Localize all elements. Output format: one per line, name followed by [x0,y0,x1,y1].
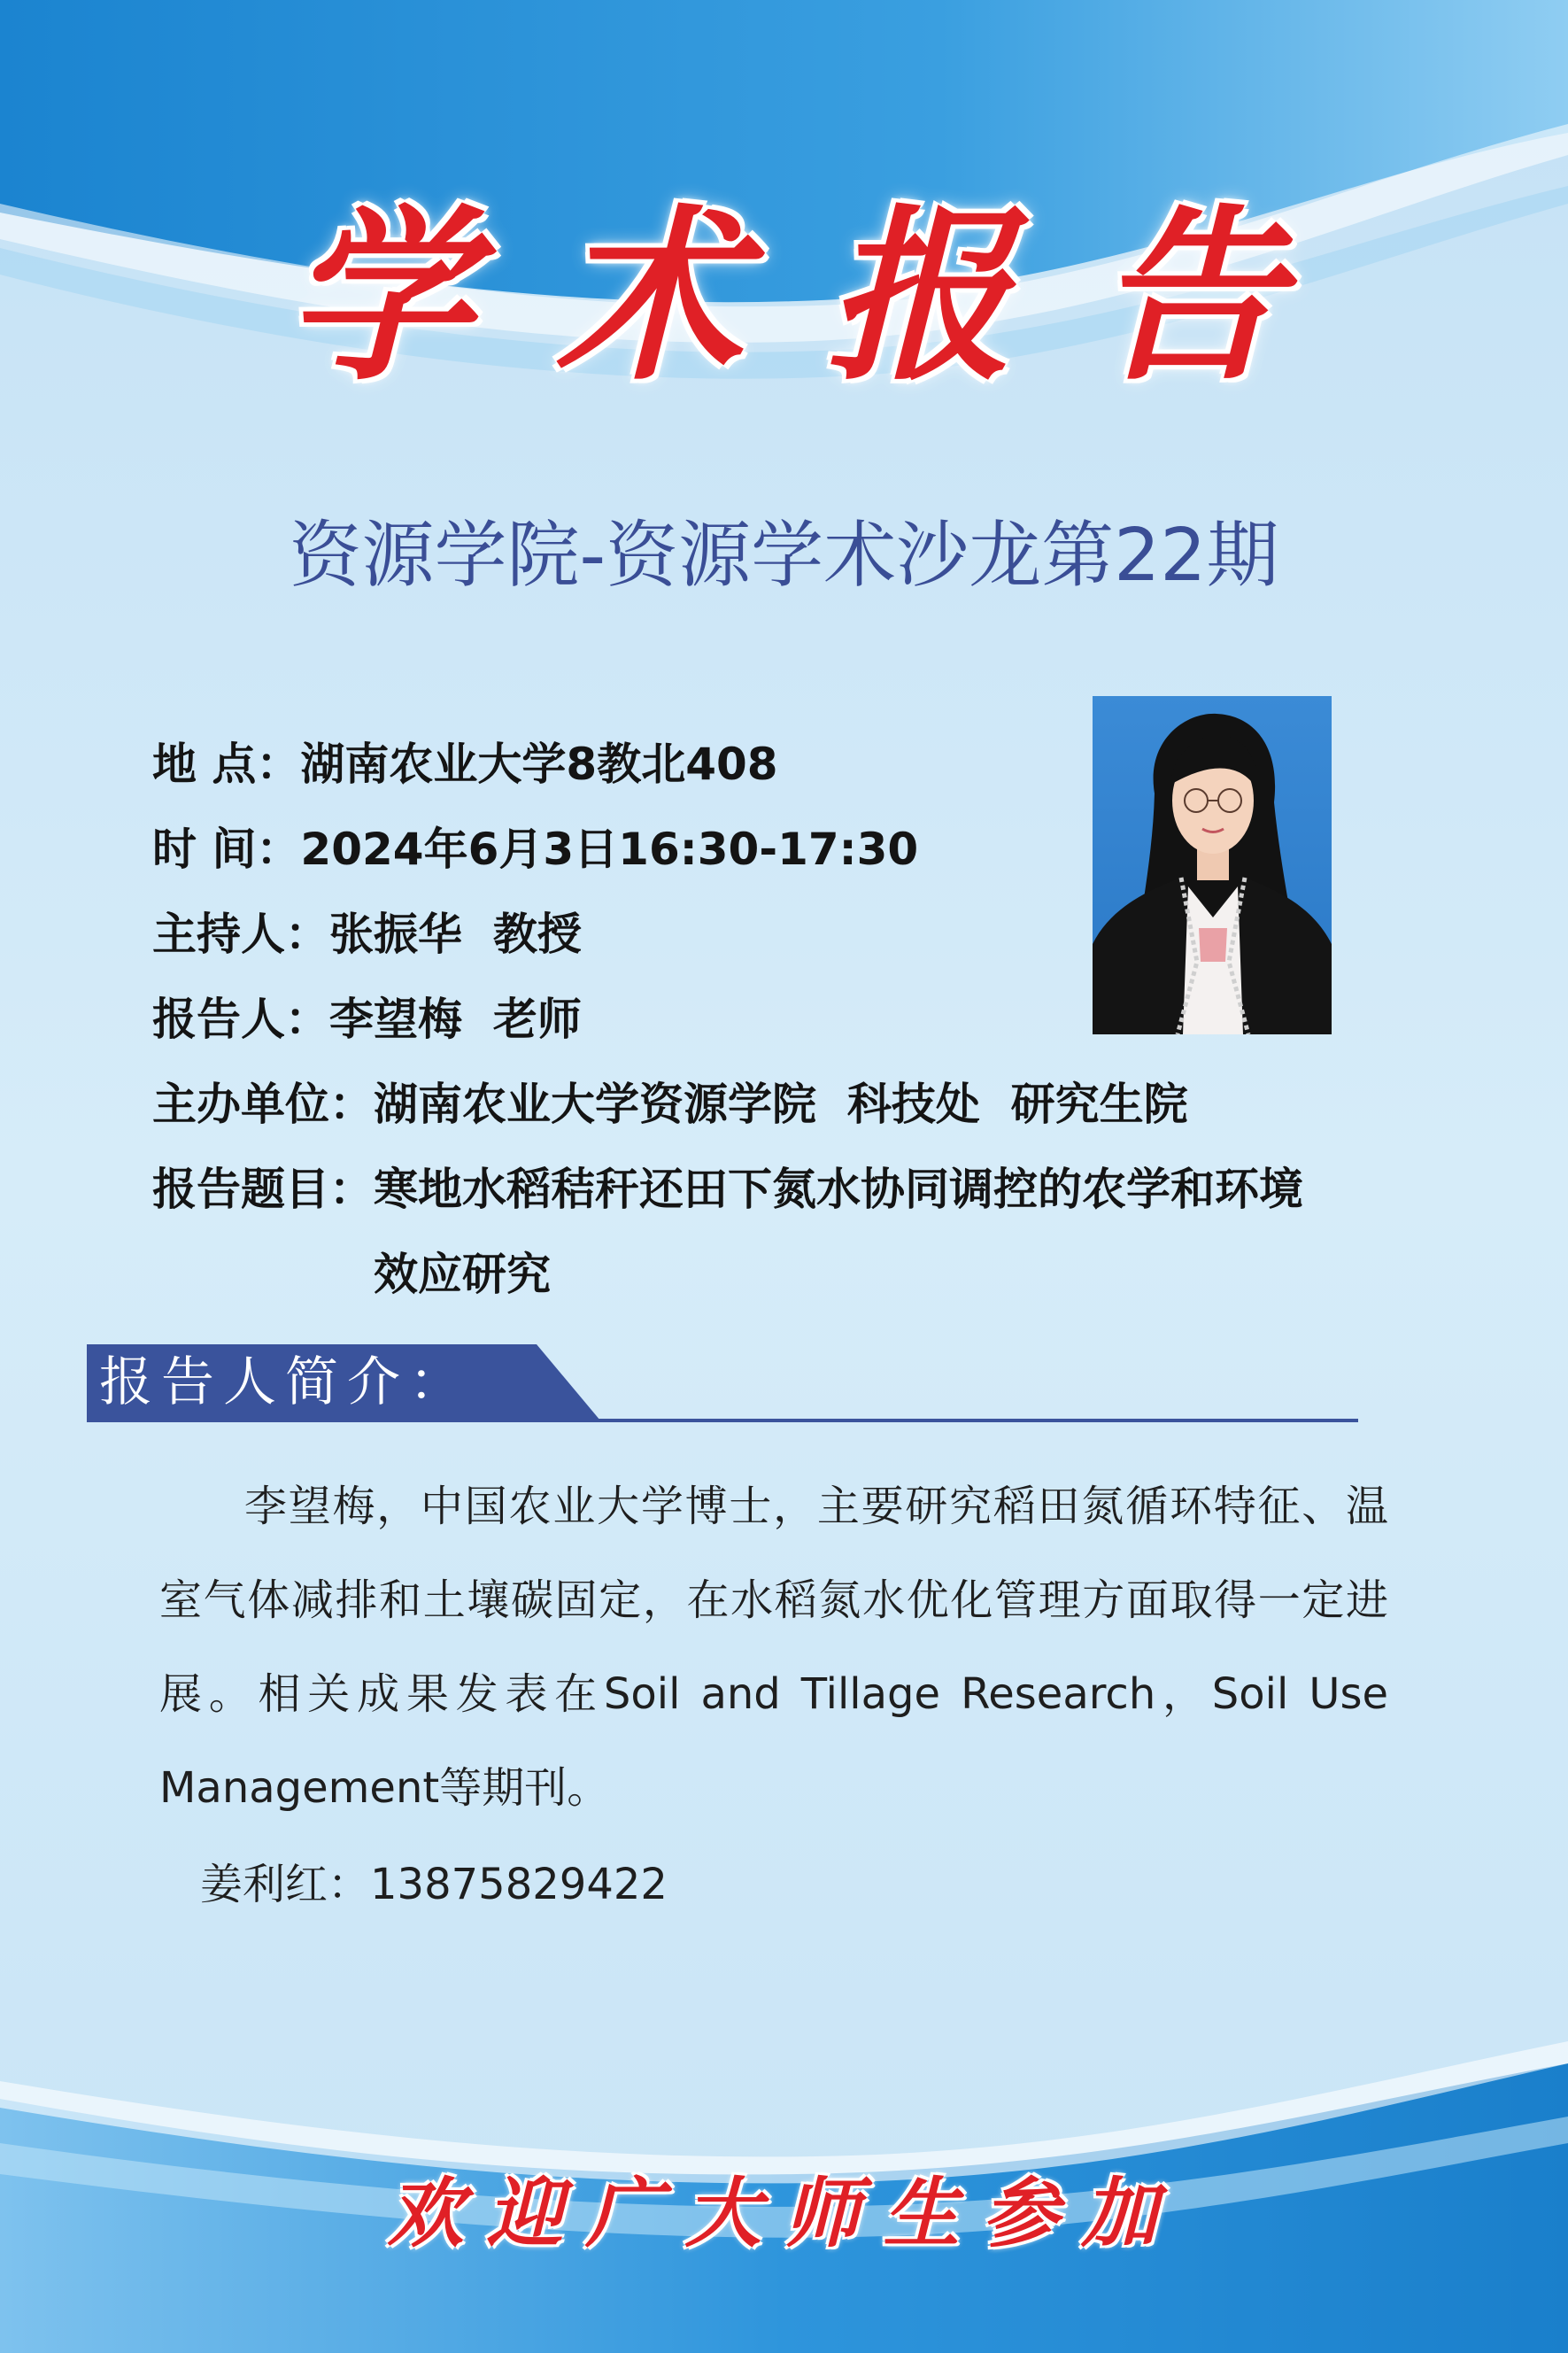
info-label: 时 间： [152,824,301,875]
bio-section-header [87,1344,1358,1424]
info-value: 寒地水稻秸秆还田下氮水协同调控的农学和环境效应研究 [374,1164,1303,1300]
speaker-photo [1093,696,1332,1034]
info-label: 主持人： [152,909,329,960]
info-label: 报告人： [152,994,329,1045]
main-title: 学术报告 [285,187,1366,406]
info-row-topic [152,1147,1339,1317]
info-label: 主办单位： [152,1079,374,1130]
contact-line: 姜利红：13875829422 [200,1860,668,1909]
info-value: 李望梅 老师 [329,994,582,1045]
info-row-organizer [152,1062,1339,1147]
info-label: 报告题目： [152,1164,374,1215]
info-value: 张振华 教授 [329,909,582,960]
info-label: 地 点： [152,739,301,790]
subtitle: 资源学院-资源学术沙龙第22期 [289,514,1279,598]
info-value: 2024年6月3日16:30-17:30 [300,824,919,875]
portrait-image [1093,696,1332,1034]
bio-paragraph: 李望梅，中国农业大学博士，主要研究稻田氮循环特征、温室气体减排和土壤碳固定，在水稻氮水优化管理方面取得一定进展。相关成果发表在Soil and Tillage Research，Soil Use Management等期刊。 [159,1482,1388,1813]
bio-header-text: 报告人简介： [99,1351,471,1413]
info-value: 湖南农业大学8教北408 [300,739,778,790]
footer-welcome: 欢迎广大师生参加 [387,2169,1181,2258]
info-value: 湖南农业大学资源学院 科技处 研究生院 [374,1079,1188,1130]
